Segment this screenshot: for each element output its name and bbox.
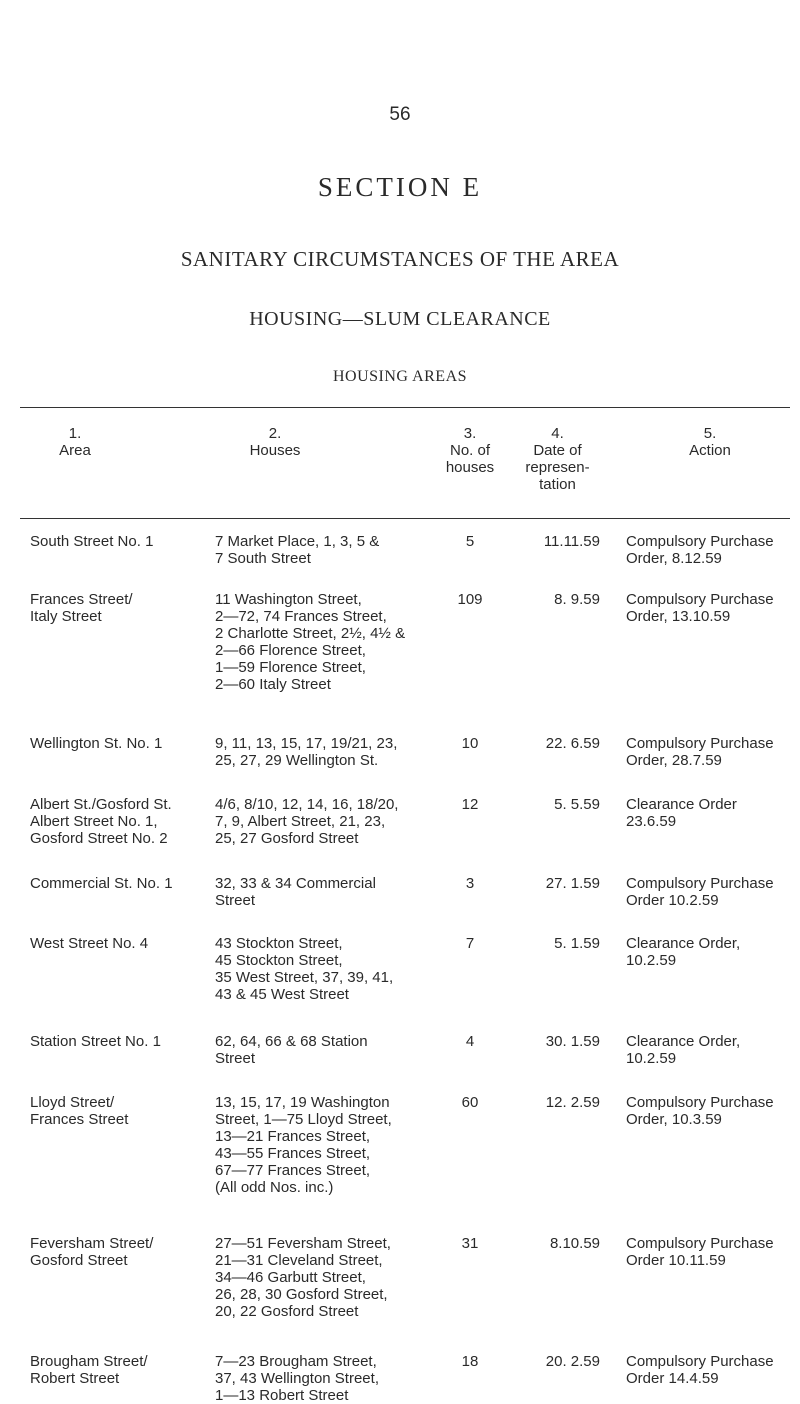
column-label: Date of represen- tation: [525, 442, 590, 493]
date-cell: 5. 1.59: [554, 935, 600, 952]
column-label: Action: [689, 442, 731, 459]
houses-cell: 32, 33 & 34 Commercial Street: [215, 875, 376, 909]
house-count-cell: 60: [461, 1094, 479, 1111]
date-cell: 11.11.59: [543, 533, 600, 550]
house-count-cell: 4: [465, 1033, 475, 1050]
date-cell: 30. 1.59: [545, 1033, 600, 1050]
house-count-cell: 18: [461, 1353, 479, 1370]
subtitle-housing: HOUSING—SLUM CLEARANCE: [249, 308, 551, 330]
area-cell: Wellington St. No. 1: [30, 735, 163, 752]
date-cell: 20. 2.59: [545, 1353, 600, 1370]
area-cell: Commercial St. No. 1: [30, 875, 173, 892]
action-cell: Compulsory Purchase Order, 28.7.59: [626, 735, 774, 769]
column-number: 3.: [463, 425, 477, 442]
date-cell: 12. 2.59: [545, 1094, 600, 1111]
houses-cell: 4/6, 8/10, 12, 14, 16, 18/20, 7, 9, Albert Street, 21, 23, 25, 27 Gosford Street: [215, 796, 399, 847]
section-title: SECTION E: [317, 172, 483, 202]
column-label: Houses: [249, 442, 301, 459]
house-count-cell: 31: [461, 1235, 479, 1252]
houses-cell: 9, 11, 13, 15, 17, 19/21, 23, 25, 27, 29 Wellington St.: [215, 735, 398, 769]
houses-cell: 27—51 Feversham Street, 21—31 Cleveland Street, 34—46 Garbutt Street, 26, 28, 30 Gosford Street, 20, 22 Gosford Street: [215, 1235, 391, 1320]
column-header-area: [30, 425, 120, 459]
area-cell: Frances Street/ Italy Street: [30, 591, 133, 625]
page-number: 56: [389, 104, 411, 125]
column-header-action: [650, 425, 770, 459]
house-count-cell: 109: [457, 591, 483, 608]
column-header-houses: [215, 425, 335, 459]
houses-cell: 62, 64, 66 & 68 Station Street: [215, 1033, 368, 1067]
houses-cell: 43 Stockton Street, 45 Stockton Street, 35 West Street, 37, 39, 41, 43 & 45 West Street: [215, 935, 394, 1003]
house-count-cell: 10: [461, 735, 479, 752]
date-cell: 8.10.59: [549, 1235, 600, 1252]
area-cell: Lloyd Street/ Frances Street: [30, 1094, 129, 1128]
houses-cell: 13, 15, 17, 19 Washington Street, 1—75 Lloyd Street, 13—21 Frances Street, 43—55 Frances Street, 67—77 Frances Street, (All odd Nos. inc.): [215, 1094, 392, 1196]
subtitle-housing-areas: HOUSING AREAS: [332, 368, 468, 385]
column-number: 4.: [551, 425, 564, 442]
action-cell: Compulsory Purchase Order, 8.12.59: [626, 533, 774, 567]
area-cell: Brougham Street/ Robert Street: [30, 1353, 148, 1387]
area-cell: West Street No. 4: [30, 935, 149, 952]
area-cell: Station Street No. 1: [30, 1033, 161, 1050]
action-cell: Compulsory Purchase Order, 10.3.59: [626, 1094, 774, 1128]
column-number: 2.: [268, 425, 282, 442]
date-cell: 27. 1.59: [545, 875, 600, 892]
action-cell: Compulsory Purchase Order, 13.10.59: [626, 591, 774, 625]
houses-cell: 11 Washington Street, 2—72, 74 Frances Street, 2 Charlotte Street, 2½, 4½ & 2—66 Florence Street, 1—59 Florence Street, 2—60 Italy Street: [215, 591, 406, 693]
date-cell: 5. 5.59: [554, 796, 600, 813]
action-cell: Compulsory Purchase Order 10.11.59: [626, 1235, 774, 1269]
date-cell: 8. 9.59: [554, 591, 600, 608]
action-cell: Compulsory Purchase Order 10.2.59: [626, 875, 774, 909]
house-count-cell: 12: [461, 796, 479, 813]
house-count-cell: 5: [465, 533, 475, 550]
date-cell: 22. 6.59: [545, 735, 600, 752]
table-header-rule: [20, 518, 790, 519]
houses-cell: 7 Market Place, 1, 3, 5 & 7 South Street: [215, 533, 380, 567]
column-label: No. of houses: [445, 442, 495, 476]
column-number: 5.: [703, 425, 717, 442]
area-cell: South Street No. 1: [30, 533, 154, 550]
column-number: 1.: [68, 425, 82, 442]
action-cell: Clearance Order, 10.2.59: [626, 935, 741, 969]
table-top-rule: [20, 407, 790, 408]
column-header-no-of-houses: [430, 425, 510, 476]
area-cell: Albert St./Gosford St. Albert Street No. 1, Gosford Street No. 2: [30, 796, 172, 847]
house-count-cell: 3: [465, 875, 475, 892]
column-header-date: [510, 425, 605, 493]
action-cell: Compulsory Purchase Order 14.4.59: [626, 1353, 774, 1387]
house-count-cell: 7: [465, 935, 475, 952]
subtitle-sanitary: SANITARY CIRCUMSTANCES OF THE AREA: [180, 247, 620, 271]
action-cell: Clearance Order 23.6.59: [626, 796, 737, 830]
houses-cell: 7—23 Brougham Street, 37, 43 Wellington Street, 1—13 Robert Street: [215, 1353, 379, 1404]
action-cell: Clearance Order, 10.2.59: [626, 1033, 741, 1067]
area-cell: Feversham Street/ Gosford Street: [30, 1235, 154, 1269]
column-label: Area: [59, 442, 91, 459]
